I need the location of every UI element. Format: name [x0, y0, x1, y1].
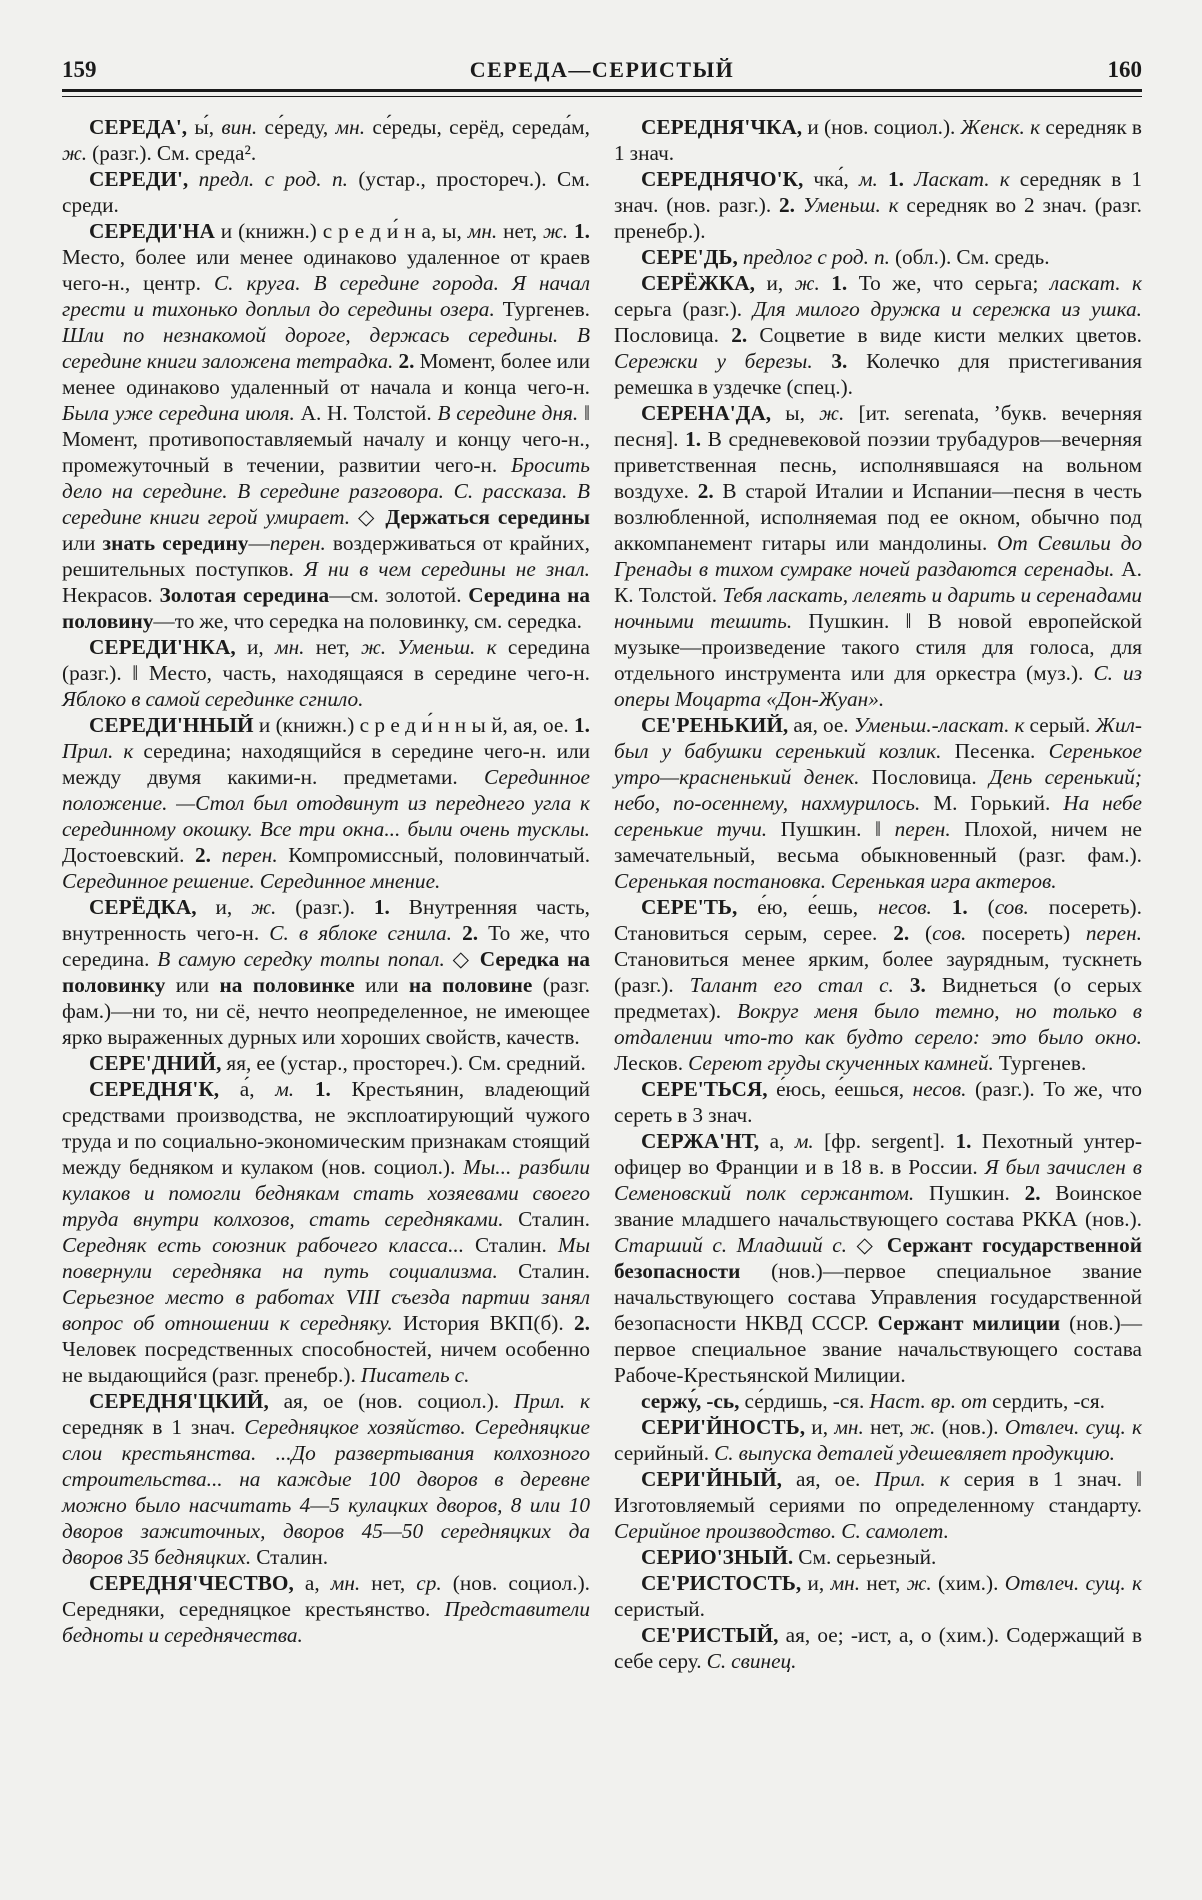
entry-text-run: а,	[759, 1129, 795, 1153]
entry-text-run: Сталин.	[464, 1233, 558, 1257]
entry-italic-run: ж.	[819, 401, 845, 425]
left-column	[62, 114, 590, 1674]
entry-bold-run: на половине	[408, 973, 533, 997]
entry-bold-run: СЕРЕ'ДНИЙ,	[89, 1051, 222, 1075]
entry-bold-run: 2.	[574, 1311, 590, 1335]
entry-italic-run: Старший с. Младший с.	[614, 1233, 847, 1257]
dictionary-entry	[62, 114, 590, 166]
entry-bold-run: СЕРЕДНЯЧО'К,	[641, 167, 804, 191]
entry-bold-run: СЕРИО'ЗНЫЙ.	[641, 1545, 794, 1569]
entry-bold-run: 3.	[909, 973, 926, 997]
entry-italic-run: мн.	[274, 635, 305, 659]
entry-text-run: серьга (разг.).	[614, 297, 753, 321]
entry-text-run: (нов.).	[935, 1415, 1005, 1439]
entry-bold-run: СЕРЕДНЯ'ЧЕСТВО,	[89, 1571, 294, 1595]
entry-text-run: воздерживаться от крайних, решительных поступков.	[62, 531, 590, 581]
entry-bold-run: 2.	[893, 921, 910, 945]
entry-text-run: (разг. фам.)—ни то, ни сё, нечто неопределенное, не имеющее ярко выраженных дурных или хороших свойств, качеств.	[62, 973, 590, 1049]
entry-text-run	[386, 635, 397, 659]
entry-text-run: серый.	[1024, 713, 1096, 737]
entry-bold-run: 1.	[574, 219, 590, 243]
entry-text-run	[795, 193, 803, 217]
entry-text-run: (	[909, 921, 933, 945]
entry-text-run: ая, ое.	[788, 713, 854, 737]
entry-text-run: Момент, более или менее одинаково удаленный от начала и конца чего-н.	[62, 349, 590, 399]
entry-text-run: Пословица.	[614, 323, 732, 347]
entry-italic-run: м.	[275, 1077, 295, 1101]
entry-bold-run: 1.	[314, 1077, 331, 1101]
entry-text-run: (устар., простореч.). См. среди.	[62, 167, 590, 217]
entry-text-run: ая, ое.	[782, 1467, 875, 1491]
entry-italic-run: мн.	[830, 1571, 861, 1595]
entry-bold-run: 2.	[731, 323, 748, 347]
entry-text-run: яя, ее (устар., простореч.). См. средний.	[221, 1051, 586, 1075]
dictionary-entry	[614, 244, 1142, 270]
entry-bold-run: Держаться середины	[385, 505, 590, 529]
entry-text-run: То же, что серьга;	[847, 271, 1050, 295]
entry-text-run: См. серьезный.	[793, 1545, 937, 1569]
entry-text-run: нет,	[360, 1571, 417, 1595]
entry-text-run	[894, 973, 910, 997]
entry-bold-run: СЕРИ'ЙНОСТЬ,	[641, 1415, 806, 1439]
entry-italic-run: перен.	[894, 817, 951, 841]
entry-italic-run: м.	[794, 1129, 814, 1153]
entry-text-run	[932, 895, 952, 919]
entry-text-run: и,	[755, 271, 795, 295]
entry-italic-run: сов.	[994, 895, 1029, 919]
entry-text-run: и (нов. социол.).	[802, 115, 961, 139]
entry-text-run: ая, ое (нов. социол.).	[268, 1389, 514, 1413]
entry-italic-run: Мы повернули середняка на путь социализма.	[62, 1233, 590, 1283]
entry-italic-run: ж.	[251, 895, 277, 919]
entry-bold-run: 1.	[831, 271, 848, 295]
entry-bold-run: 1.	[373, 895, 390, 919]
entry-text-run: В средневековой поэзии трубадуров—вечерняя приветственная песнь, исполнявшаяся на вольном воздухе.	[614, 427, 1143, 503]
entry-italic-run: Серенькая постановка. Серенькая игра актеров.	[614, 869, 1057, 893]
entry-text-run: —то же, что середка на половинку, см. середка.	[153, 609, 582, 633]
entry-bold-run: сержу́, -сь,	[641, 1389, 740, 1413]
entry-italic-run: С. свинец.	[706, 1649, 797, 1673]
entry-bold-run: СЕРЖА'НТ,	[641, 1129, 760, 1153]
entry-text-run: се́реду,	[257, 115, 336, 139]
entry-bold-run: СЕРЕДНЯ'ЦКИЙ,	[89, 1389, 269, 1413]
dictionary-entry	[62, 1570, 590, 1648]
entry-text-run: и (книжн.) с р е д и́ н н ы й, ая, ое.	[253, 713, 575, 737]
entry-text-run	[904, 167, 914, 191]
entry-text-run: Лесков.	[614, 1051, 689, 1075]
entry-italic-run: Отвлеч. сущ. к	[1004, 1571, 1142, 1595]
entry-italic-run: День серенький; небо, по-осеннему, нахмурилось.	[614, 765, 1142, 815]
entry-text-run: (обл.). См. средь.	[889, 245, 1050, 269]
entry-italic-run: Жил-был у бабушки серенький козлик.	[614, 713, 1142, 763]
page-header	[62, 58, 1142, 81]
entry-italic-run: предлог с род. п.	[742, 245, 890, 269]
entry-text-run	[820, 271, 831, 295]
entry-text-run: а,	[293, 1571, 331, 1595]
entry-bold-run: СЕРЕДИ'ННЫЙ	[89, 713, 254, 737]
entry-italic-run: Вокруг меня было темно, но только в отдалении что-то как будто серело: это было окно.	[614, 999, 1142, 1049]
entry-bold-run: СЕРЕ'ТЬ,	[641, 895, 738, 919]
entry-italic-run: Сережки у березы.	[614, 349, 813, 373]
entry-italic-run: ж.	[794, 271, 820, 295]
entry-italic-run: Серийное производство. С. самолет.	[614, 1519, 950, 1543]
entry-italic-run: Наст. вр. от	[869, 1389, 988, 1413]
entry-italic-run: Для милого дружка и сережка из ушка.	[752, 297, 1142, 321]
entry-text-run: Пушкин. ‖	[767, 817, 895, 841]
dictionary-entry	[62, 634, 590, 712]
entry-italic-run: Серединное решение. Серединное мнение.	[62, 869, 441, 893]
entry-text-run: [фр. sergent].	[813, 1129, 956, 1153]
entry-text-run: Тургенев.	[494, 297, 590, 321]
entry-text-run: ы,	[771, 401, 820, 425]
entry-italic-run: Прил. к	[62, 739, 134, 763]
entry-text-run: ◇	[444, 947, 480, 971]
entry-bold-run: СЕРЁЖКА,	[641, 271, 756, 295]
entry-text-run: Достоевский.	[62, 843, 195, 867]
dictionary-entry	[614, 712, 1142, 894]
entry-text-run: ‖ Момент, противопоставляемый началу и концу чего-н., промежуточный в течении, развитии чего-н.	[62, 401, 590, 477]
entry-italic-run: Ласкат. к	[914, 167, 1010, 191]
dictionary-entry	[614, 114, 1142, 166]
entry-italic-run: Отвлеч. сущ. к	[1004, 1415, 1143, 1439]
running-head: СЕРЕДА—СЕРИСТЫЙ	[469, 57, 735, 82]
entry-text-run: М. Горький.	[920, 791, 1064, 815]
entry-text-run: [ит. serenata, ’букв. вечерняя песня].	[614, 401, 1143, 451]
dictionary-entry	[62, 218, 590, 634]
entry-text-run: Пословица.	[859, 765, 990, 789]
entry-text-run: нет,	[860, 1571, 907, 1595]
entry-text-run: или	[165, 973, 220, 997]
dictionary-entry	[614, 894, 1142, 1076]
dictionary-entry	[614, 1414, 1142, 1466]
entry-italic-run: Прил. к	[874, 1467, 950, 1491]
entry-bold-run: Середка на половинку	[62, 947, 590, 997]
entry-italic-run: Серединное положение. —Стол был отодвинут из переднего угла к серединному окошку. Все три окна... были очень тусклы.	[62, 765, 590, 841]
entry-text-run: нет,	[863, 1415, 911, 1439]
entry-text-run: а́,	[219, 1077, 276, 1101]
entry-italic-run: Уменьш. к	[802, 193, 899, 217]
entry-text-run: е́ю, е́ешь,	[737, 895, 878, 919]
entry-text-run: (хим.).	[931, 1571, 1005, 1595]
dictionary-entry	[62, 166, 590, 218]
entry-text-run: (нов. социол.). Середняки, середняцкое крестьянство.	[62, 1571, 590, 1621]
entry-text-run: —см. золотой.	[329, 583, 469, 607]
entry-bold-run: СЕ'РИСТЫЙ,	[641, 1623, 779, 1647]
entry-bold-run: СЕРЕДИ'НА	[89, 219, 215, 243]
entry-text-run: или	[354, 973, 409, 997]
entry-text-run: История ВКП(б).	[392, 1311, 574, 1335]
entry-italic-run: ж.	[906, 1571, 932, 1595]
entry-bold-run: Сержант милиции	[877, 1311, 1061, 1335]
entry-italic-run: С. выпуска деталей удешевляет продукцию.	[714, 1441, 1115, 1465]
entry-text-run: Пушкин. ‖ В новой европейской музыке—произведение такого стиля для голоса, для отдельного инструмента или для оркестра (муз.).	[614, 609, 1142, 685]
dictionary-entry	[614, 1388, 1142, 1414]
entry-text-run: Компромиссный, половинчатый.	[277, 843, 591, 867]
entry-bold-run: знать середину	[102, 531, 249, 555]
right-column	[614, 114, 1142, 1674]
entry-italic-run: Прил. к	[513, 1389, 590, 1413]
entry-italic-run: несов.	[912, 1077, 967, 1101]
entry-italic-run: Бросить дело на середине. В середине разговора. С. рассказа. В середине книги герой умирает.	[62, 453, 590, 529]
entry-bold-run: СЕРЕ'ДЬ,	[641, 245, 738, 269]
entry-italic-run: Талант его стал с.	[689, 973, 894, 997]
entry-bold-run: СЕРЕДНЯ'К,	[89, 1077, 220, 1101]
entry-italic-run: мн.	[335, 115, 366, 139]
entry-italic-run: Середняк есть союзник рабочего класса...	[62, 1233, 465, 1257]
entry-italic-run: Писатель с.	[360, 1363, 470, 1387]
entry-italic-run: Середняцкое хозяйство. Середняцкие слои крестьянства. ...До развертывания колхозного строительства... на каждые 100 дворов в деревне можно было насчитать 4—5 кулацких дворов, 8 или 10 дворов зажиточных, дворов 45—50 середняцких да дворов 35 бедняцких.	[62, 1415, 590, 1569]
entry-bold-run: 1.	[951, 895, 968, 919]
dictionary-entry	[62, 894, 590, 1050]
entry-text-run: Некрасов.	[62, 583, 160, 607]
entry-text-run: Виднеться (о серых предметах).	[614, 973, 1143, 1023]
entry-text-run: ая, ое; -ист, а, о (хим.). Содержащий в себе серу.	[614, 1623, 1142, 1673]
entry-text-run: ◇	[350, 505, 386, 529]
entry-italic-run: Серьезное место в работах VIII съезда партии занял вопрос об отношении к середняку.	[62, 1285, 590, 1335]
entry-text-run: Становиться менее ярким, более заурядным, тускнеть (разг.).	[614, 947, 1142, 997]
entry-text-run: Тургенев.	[993, 1051, 1087, 1075]
entry-italic-run: перен.	[269, 531, 326, 555]
entry-italic-run: ж.	[542, 219, 569, 243]
entry-text-run: сердить, -ся.	[987, 1389, 1105, 1413]
page-number-left: 159	[62, 57, 97, 82]
entry-italic-run: Уменьш.-ласкат. к	[853, 713, 1025, 737]
entry-text-run: нет,	[497, 219, 543, 243]
entry-bold-run: 2.	[697, 479, 714, 503]
entry-text-run	[452, 921, 462, 945]
entry-text-run: Соцветие в виде кисти мелких цветов.	[747, 323, 1142, 347]
entry-bold-run: СЕ'РИСТОСТЬ,	[641, 1571, 802, 1595]
entry-text-run	[813, 349, 832, 373]
dictionary-entry	[62, 1050, 590, 1076]
text-columns	[62, 114, 1142, 1674]
entry-italic-run: Я был зачислен в Семеновский полк сержантом.	[614, 1155, 1142, 1205]
entry-italic-run: С. из оперы Моцарта «Дон-Жуан».	[614, 661, 1142, 711]
dictionary-entry	[614, 1466, 1142, 1544]
entry-italic-run: мн.	[467, 219, 498, 243]
entry-italic-run: Тебя ласкать, лелеять и дарить и серенадами ночными тешить.	[614, 583, 1142, 633]
entry-italic-run: На небе серенькие тучи.	[614, 791, 1143, 841]
header-rule	[62, 89, 1142, 97]
entry-italic-run: перен.	[221, 843, 278, 867]
entry-bold-run: СЕРЕДА',	[89, 115, 188, 139]
entry-italic-run: мн.	[330, 1571, 361, 1595]
dictionary-entry	[62, 712, 590, 894]
entry-italic-run: мн.	[834, 1415, 864, 1439]
entry-text-run: и,	[235, 635, 275, 659]
entry-italic-run: Я ни в чем середины не знал.	[303, 557, 591, 581]
entry-text-run: В старой Италии и Испании—песня в честь возлюбленной, исполняемая под ее окном, обычно под аккомпанемент гитары или мандолины.	[614, 479, 1142, 555]
entry-bold-run: СЕРЕНА'ДА,	[641, 401, 772, 425]
entry-text-run: (разг.). То же, что сереть в 3 знач.	[614, 1077, 1142, 1127]
entry-bold-run: Сержант государственной безопасности	[614, 1233, 1142, 1283]
entry-text-run: середина; находящийся в середине чего-н. или между двумя какими-н. предметами.	[62, 739, 590, 789]
entry-text-run: ◇	[846, 1233, 887, 1257]
entry-bold-run: СЕРЕДИ'НКА,	[89, 635, 236, 659]
entry-text-run: (разг.).	[276, 895, 374, 919]
entry-text-run: и,	[196, 895, 252, 919]
entry-text-run: (нов.)—первое специальное звание начальствующего состава Рабоче-Крестьянской Милиции.	[614, 1311, 1142, 1387]
entry-text-run: То же, что середина.	[62, 921, 591, 971]
entry-bold-run: 1.	[955, 1129, 972, 1153]
entry-bold-run: СЕРЁДКА,	[89, 895, 197, 919]
dictionary-entry	[614, 166, 1142, 244]
entry-text-run: середняк в 1 знач. (нов. разг.).	[614, 167, 1143, 217]
entry-bold-run: 1.	[574, 713, 590, 737]
entry-text-run: (нов.)—первое специальное звание начальствующего состава Управления государственной безопасности НКВД СССР.	[614, 1259, 1142, 1335]
entry-text-run	[294, 1077, 315, 1101]
entry-italic-run: перен.	[1085, 921, 1142, 945]
entry-text-run: чка́,	[803, 167, 859, 191]
entry-text-run: Песенка.	[941, 739, 1049, 763]
entry-text-run: или	[62, 531, 103, 555]
dictionary-entry	[614, 270, 1142, 400]
entry-text-run: серистый.	[614, 1597, 706, 1621]
entry-italic-run: Женск. к	[960, 115, 1041, 139]
entry-text-run: середняк в 1 знач.	[614, 115, 1142, 165]
entry-bold-run: СЕРЕДНЯ'ЧКА,	[641, 115, 803, 139]
entry-bold-run: СЕРЕДИ',	[89, 167, 189, 191]
entry-text-run: се́рдишь, -ся.	[739, 1389, 870, 1413]
entry-text-run: середняк во 2 знач. (разг. пренебр.).	[614, 193, 1142, 243]
entry-italic-run: От Севильи до Гренады в тихом сумраке ночей раздаются серенады.	[614, 531, 1143, 581]
dictionary-entry	[614, 1128, 1142, 1388]
entry-text-run: посереть). Становиться серым, серее.	[614, 895, 1142, 945]
entry-italic-run: ср.	[416, 1571, 442, 1595]
entry-text-run: и,	[805, 1415, 835, 1439]
entry-text-run: Место, более или менее одинаково удаленное от краев чего-н., центр.	[62, 245, 590, 295]
entry-text-run: е́юсь, е́ешься,	[767, 1077, 913, 1101]
entry-bold-run: 1.	[887, 167, 904, 191]
entry-text-run: серийный.	[614, 1441, 715, 1465]
entry-italic-run: Серенькое утро—красненький денек.	[614, 739, 1142, 789]
entry-text-run: Сталин.	[251, 1545, 329, 1569]
entry-italic-run: С. в яблоке сгнила.	[269, 921, 452, 945]
entry-text-run: середина (разг.). ‖ Место, часть, находящаяся в середине чего-н.	[62, 635, 590, 685]
entry-text-run: —	[248, 531, 270, 555]
entry-italic-run: Мы... разбили кулаков и помогли беднякам стать хозяевами своего труда внутри колхозов, стать середняками.	[62, 1155, 590, 1231]
entry-italic-run: С. круга. В середине города. Я начал грести и тихонько доплыл до середины озера.	[62, 271, 590, 321]
entry-bold-run: Середина на половину	[62, 583, 590, 633]
entry-bold-run: Золотая середина	[159, 583, 330, 607]
entry-bold-run: 2.	[398, 349, 415, 373]
entry-text-run: ы́,	[187, 115, 222, 139]
entry-bold-run: на половинке	[219, 973, 355, 997]
entry-italic-run: Шли по незнакомой дороге, держась середины. В середине книги заложена тетрадка.	[62, 323, 590, 373]
entry-text-run: А. Н. Толстой.	[294, 401, 438, 425]
entry-bold-run: 2.	[194, 843, 211, 867]
entry-italic-run: В самую середку толпы попал.	[157, 947, 445, 971]
entry-text-run: серия в 1 знач. ‖ Изготовляемый сериями по определенному стандарту.	[614, 1467, 1142, 1517]
entry-italic-run: ж.	[62, 141, 88, 165]
entry-italic-run: сов.	[932, 921, 967, 945]
dictionary-entry	[614, 400, 1142, 712]
entry-text-run: нет,	[304, 635, 361, 659]
entry-text-run	[211, 843, 222, 867]
entry-italic-run: ж.	[360, 635, 387, 659]
entry-text-run: Плохой, ничем не замечательный, весьма обыкновенный (разг. фам.).	[614, 817, 1142, 867]
entry-bold-run: СЕРЕ'ТЬСЯ,	[641, 1077, 768, 1101]
dictionary-entry	[614, 1076, 1142, 1128]
dictionary-entry	[62, 1388, 590, 1570]
entry-italic-run: Представители бедноты и середнячества.	[62, 1597, 590, 1647]
entry-bold-run: 2.	[1024, 1181, 1041, 1205]
entry-text-run: середняк в 1 знач.	[62, 1415, 245, 1439]
entry-italic-run: В середине дня.	[437, 401, 579, 425]
dictionary-entry	[614, 1544, 1142, 1570]
entry-italic-run: ж.	[910, 1415, 936, 1439]
entry-text-run: Человек посредственных способностей, ничем особенно не выдающийся (разг. пренебр.).	[62, 1337, 590, 1387]
entry-italic-run: предл. с род. п.	[198, 167, 348, 191]
entry-italic-run: Сереют груды скученных камней.	[688, 1051, 994, 1075]
entry-italic-run: Яблоко в самой серединке сгнило.	[62, 687, 364, 711]
entry-italic-run: Уменьш. к	[397, 635, 497, 659]
entry-text-run: (разг.). См. среда².	[87, 141, 257, 165]
entry-text-run	[188, 167, 198, 191]
entry-italic-run: м.	[858, 167, 878, 191]
entry-text-run: Сталин.	[503, 1207, 590, 1231]
entry-text-run: Внутренняя часть, внутренность чего-н.	[62, 895, 590, 945]
entry-italic-run: вин.	[221, 115, 258, 139]
entry-bold-run: 2.	[779, 193, 796, 217]
entry-bold-run: СЕ'РЕНЬКИЙ,	[641, 713, 789, 737]
entry-text-run: посереть)	[966, 921, 1086, 945]
entry-text-run: Воинское звание младшего начальствующего состава РККА (нов.).	[614, 1181, 1142, 1231]
entry-bold-run: 3.	[831, 349, 848, 373]
dictionary-entry	[62, 1076, 590, 1388]
entry-text-run: А. К. Толстой.	[614, 557, 1142, 607]
entry-bold-run: 1.	[685, 427, 702, 451]
entry-text-run: Пушкин.	[914, 1181, 1025, 1205]
entry-text-run: и (книжн.) с р е д и́ н а, ы,	[214, 219, 468, 243]
entry-text-run	[878, 167, 888, 191]
entry-text-run: се́реды, серёд, середа́м,	[365, 115, 590, 139]
entry-text-run: и,	[801, 1571, 831, 1595]
entry-text-run: Крестьянин, владеющий средствами производства, не эксплоатирующий чужого труда и по социально-экономическим признакам стоящий между бедняком и кулаком (нов. социол.).	[62, 1077, 590, 1179]
entry-text-run: Колечко для пристегивания ремешка в уздечке (спец.).	[614, 349, 1143, 399]
dictionary-entry	[614, 1570, 1142, 1622]
entry-bold-run: СЕРИ'ЙНЫЙ,	[641, 1467, 783, 1491]
page-number-right: 160	[1107, 57, 1142, 82]
entry-text-run: Сталин.	[497, 1259, 591, 1283]
entry-text-run: Пехотный унтер-офицер во Франции и в 18 в. в России.	[614, 1129, 1143, 1179]
entry-bold-run: 2.	[462, 921, 479, 945]
dictionary-entry	[614, 1622, 1142, 1674]
entry-italic-run: ласкат. к	[1049, 271, 1142, 295]
entry-text-run: (	[967, 895, 995, 919]
entry-italic-run: Была уже середина июля.	[62, 401, 295, 425]
entry-italic-run: несов.	[877, 895, 932, 919]
